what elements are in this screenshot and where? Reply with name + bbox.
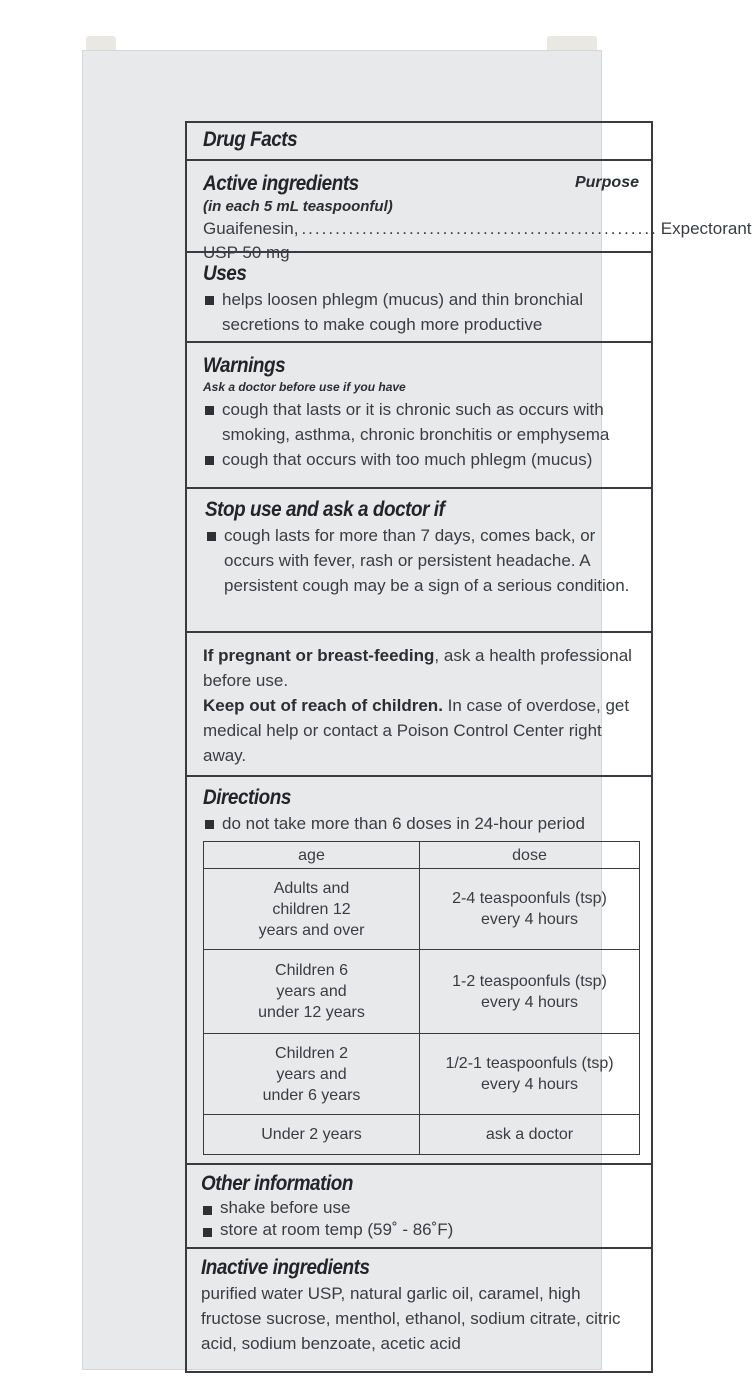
- stop-use-section: [187, 487, 651, 631]
- ingredient-name: Guaifenesin, USP 50 mg: [203, 219, 299, 262]
- directions-heading: Directions: [203, 786, 291, 809]
- dosage-table: [203, 841, 640, 1155]
- dosage-table-header: [204, 842, 640, 869]
- drug-facts-panel: [185, 121, 752, 1373]
- active-ingredients-subheading: (in each 5 mL teaspoonful): [203, 198, 393, 215]
- warnings-section: [187, 341, 651, 487]
- warnings-item: cough that occurs with too much phlegm (mucus): [203, 447, 637, 472]
- table-row: [204, 869, 640, 950]
- dose-cell: 1/2-1 teaspoonfuls (tsp) every 4 hours: [420, 1034, 640, 1115]
- directions-note: do not take more than 6 doses in 24-hour period: [203, 811, 637, 836]
- warnings-heading: Warnings: [203, 354, 286, 377]
- age-cell: Under 2 years: [204, 1115, 420, 1155]
- other-information-heading: Other information: [201, 1172, 353, 1195]
- ingredient-purpose: Expectorant: [660, 219, 752, 238]
- warnings-subheading: Ask a doctor before use if you have: [203, 380, 406, 394]
- other-information-section: [187, 1163, 651, 1247]
- table-row: [204, 1034, 640, 1115]
- age-column-header: age: [204, 842, 420, 869]
- age-cell: Adults and children 12 years and over: [204, 869, 420, 950]
- inactive-ingredients-section: [187, 1247, 651, 1371]
- table-row: [204, 950, 640, 1034]
- children-bold: Keep out of reach of children.: [203, 696, 443, 715]
- dose-cell: ask a doctor: [420, 1115, 640, 1155]
- inactive-ingredients-heading: Inactive ingredients: [201, 1256, 370, 1279]
- stop-use-item: cough lasts for more than 7 days, comes back, or occurs with fever, rash or persistent headache. A persistent cough may be a sign of a serious condition.: [205, 523, 637, 598]
- stop-use-heading: Stop use and ask a doctor if: [205, 498, 445, 521]
- dose-column-header: dose: [420, 842, 640, 869]
- age-cell: Children 6 years and under 12 years: [204, 950, 420, 1034]
- purpose-label: Purpose: [574, 174, 639, 191]
- other-information-item: store at room temp (59˚ - 86˚F): [201, 1219, 637, 1241]
- children-warning: [203, 693, 637, 768]
- active-ingredients-section: [187, 159, 752, 262]
- pregnancy-bold: If pregnant or breast-feeding: [203, 646, 435, 665]
- warnings-item: cough that lasts or it is chronic such as occurs with smoking, asthma, chronic bronchitis or emphysema: [203, 397, 637, 447]
- uses-heading: Uses: [203, 262, 247, 285]
- other-information-item: shake before use: [201, 1197, 637, 1219]
- pregnancy-warning: [203, 643, 637, 693]
- active-ingredients-heading: Active ingredients: [203, 172, 359, 195]
- pregnancy-children-section: [187, 631, 651, 775]
- leader-dots: .....................................................: [301, 219, 658, 238]
- children-text: In case of overdose, get medical help or contact a Poison Control Center right away.: [203, 696, 630, 765]
- inactive-ingredients-text: purified water USP, natural garlic oil, caramel, high fructose sucrose, menthol, ethanol, sodium citrate, citric acid, sodium benzoate, acetic acid: [201, 1284, 621, 1353]
- carton-panel: [82, 50, 752, 1370]
- drug-facts-title-section: [187, 123, 651, 159]
- directions-section: [187, 775, 651, 1163]
- dose-cell: 1-2 teaspoonfuls (tsp) every 4 hours: [420, 950, 640, 1034]
- uses-item: helps loosen phlegm (mucus) and thin bronchial secretions to make cough more productive: [203, 287, 637, 337]
- table-row: [204, 1115, 640, 1155]
- drug-facts-title: Drug Facts: [203, 128, 298, 151]
- uses-section: [187, 251, 651, 341]
- dose-cell: 2-4 teaspoonfuls (tsp) every 4 hours: [420, 869, 640, 950]
- age-cell: Children 2 years and under 6 years: [204, 1034, 420, 1115]
- pregnancy-text: , ask a health professional before use.: [203, 646, 632, 690]
